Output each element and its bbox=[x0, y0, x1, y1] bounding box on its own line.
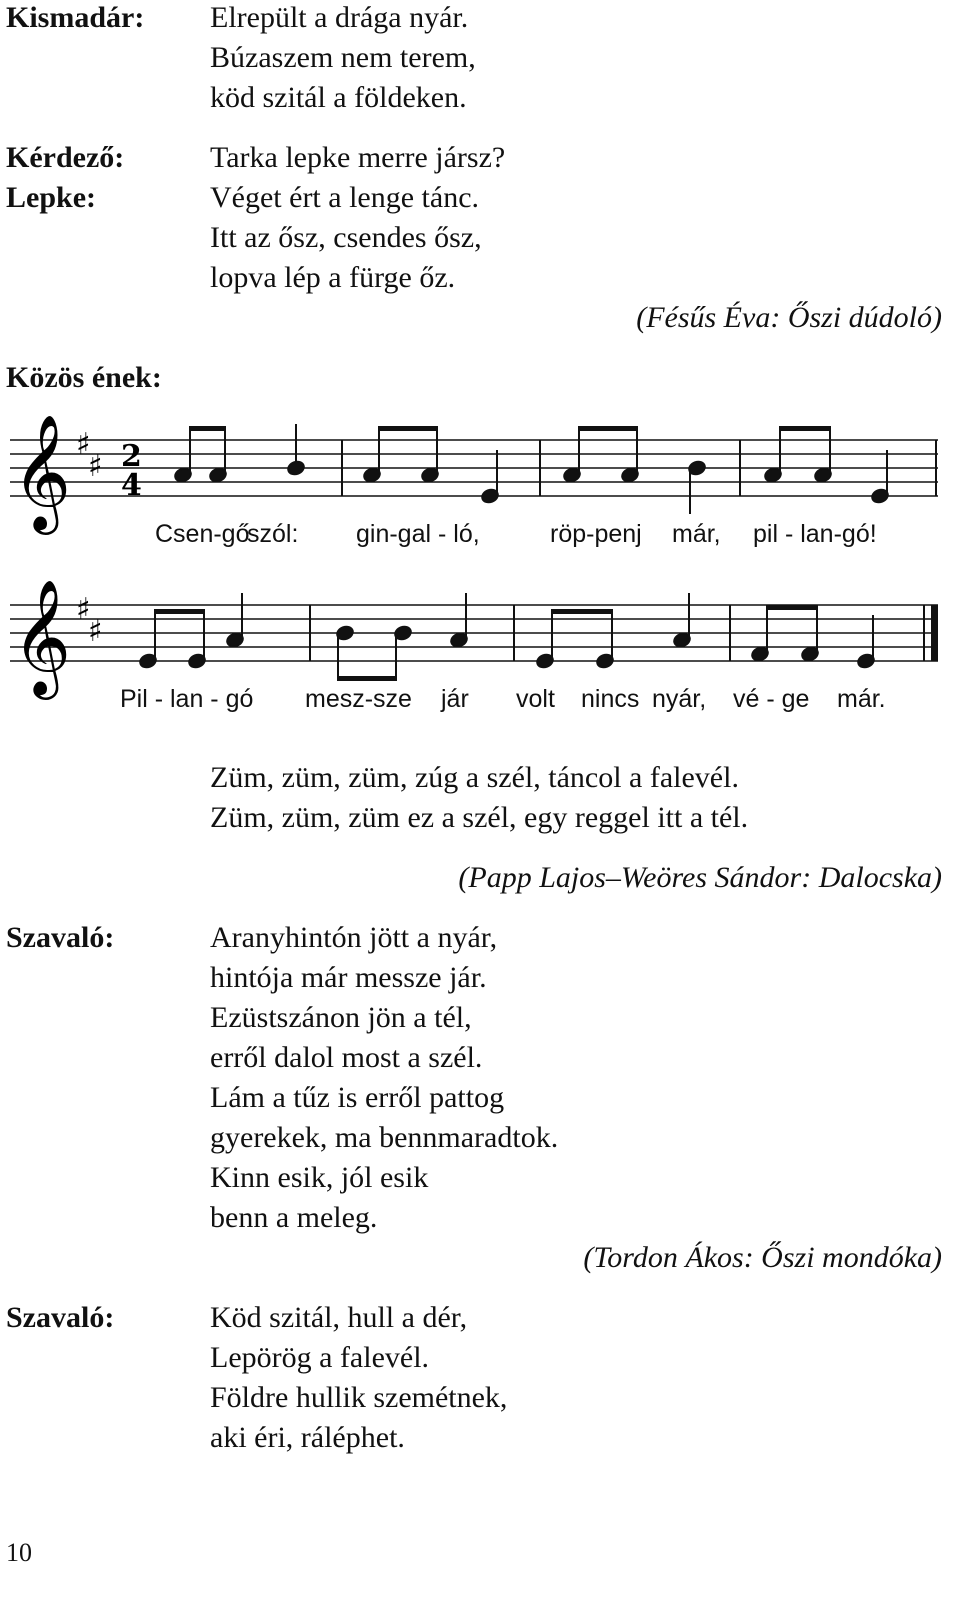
music-staff-1 bbox=[0, 410, 960, 560]
beam bbox=[378, 426, 438, 431]
sharp-f-icon: ♯ bbox=[76, 592, 91, 627]
beam bbox=[766, 605, 818, 610]
sharp-c-icon: ♯ bbox=[88, 614, 103, 649]
lyric: volt bbox=[516, 685, 555, 713]
verse-line: lopva lép a fürge őz. bbox=[210, 261, 456, 294]
verse-line: Földre hullik szemétnek, bbox=[210, 1381, 508, 1414]
treble-clef-icon: 𝄞 bbox=[12, 578, 72, 695]
lyric: már, bbox=[672, 520, 721, 548]
speaker-kozos-enek: Közös ének: bbox=[6, 361, 162, 394]
beam bbox=[578, 426, 638, 431]
verse-line: Köd szitál, hull a dér, bbox=[210, 1301, 468, 1334]
verse-line: Lepörög a falevél. bbox=[210, 1341, 430, 1374]
verse-line: Elrepült a drága nyár. bbox=[210, 1, 469, 34]
verse-line: Lám a tűz is erről pattog bbox=[210, 1081, 505, 1114]
final-barline bbox=[931, 605, 938, 661]
lyric: gin-gal - ló, bbox=[356, 520, 480, 548]
verse-line: erről dalol most a szél. bbox=[210, 1041, 483, 1074]
lyric: Csen-gő bbox=[155, 520, 250, 548]
lyric: nincs bbox=[581, 685, 640, 713]
time-signature-top: 2 bbox=[121, 439, 142, 474]
lyric: mesz-sze bbox=[305, 685, 412, 713]
speaker-szavalo-2: Szavaló: bbox=[6, 1301, 115, 1334]
verse-line: Aranyhintón jött a nyár, bbox=[210, 921, 498, 954]
lyric: szól: bbox=[247, 520, 299, 548]
verse-line: Itt az ősz, csendes ősz, bbox=[210, 221, 482, 254]
lyric: nyár, bbox=[652, 685, 707, 713]
speaker-kerdezo: Kérdező: bbox=[6, 141, 125, 174]
verse-line: benn a meleg. bbox=[210, 1201, 378, 1234]
lyric: jár bbox=[441, 685, 469, 713]
verse-line: Züm, züm, züm, zúg a szél, táncol a falevél. bbox=[210, 761, 739, 794]
lyric: már. bbox=[837, 685, 886, 713]
verse-line: Züm, züm, züm ez a szél, egy reggel itt a tél. bbox=[210, 801, 749, 834]
lyric: röp-penj bbox=[550, 520, 642, 548]
staff-lines bbox=[10, 605, 938, 661]
beam bbox=[551, 609, 613, 614]
verse-line: Kinn esik, jól esik bbox=[210, 1161, 429, 1194]
verse-line: hintója már messze jár. bbox=[210, 961, 487, 994]
verse-line: Tarka lepke merre jársz? bbox=[210, 141, 506, 174]
speaker-lepke: Lepke: bbox=[6, 181, 96, 214]
staff-lines bbox=[10, 440, 938, 496]
sharp-c-icon: ♯ bbox=[88, 449, 103, 484]
beam bbox=[337, 676, 397, 681]
beam bbox=[779, 426, 831, 431]
verse-line: Búzaszem nem terem, bbox=[210, 41, 476, 74]
speaker-szavalo-1: Szavaló: bbox=[6, 921, 115, 954]
music-staff-2 bbox=[0, 575, 960, 725]
beam bbox=[189, 426, 226, 431]
sharp-f-icon: ♯ bbox=[76, 427, 91, 462]
treble-clef-icon: 𝄞 bbox=[12, 413, 72, 530]
poem-credit: (Fésűs Éva: Őszi dúdoló) bbox=[636, 301, 942, 334]
verse-line: Ezüstszánon jön a tél, bbox=[210, 1001, 472, 1034]
verse-line: Véget ért a lenge tánc. bbox=[210, 181, 480, 214]
lyric: Pil - lan - gó bbox=[120, 685, 254, 713]
lyric: pil - lan-gó! bbox=[753, 520, 877, 548]
lyric: vé - ge bbox=[733, 685, 810, 713]
song-credit: (Papp Lajos–Weöres Sándor: Dalocska) bbox=[458, 861, 942, 894]
speaker-kismadar: Kismadár: bbox=[6, 1, 145, 34]
poem-credit: (Tordon Ákos: Őszi mondóka) bbox=[583, 1241, 942, 1274]
page-number: 10 bbox=[6, 1538, 32, 1567]
verse-line: gyerekek, ma bennmaradtok. bbox=[210, 1121, 559, 1154]
beam bbox=[154, 609, 205, 614]
verse-line: aki éri, ráléphet. bbox=[210, 1421, 405, 1454]
verse-line: köd szitál a földeken. bbox=[210, 81, 467, 114]
time-signature-bottom: 4 bbox=[121, 468, 142, 503]
